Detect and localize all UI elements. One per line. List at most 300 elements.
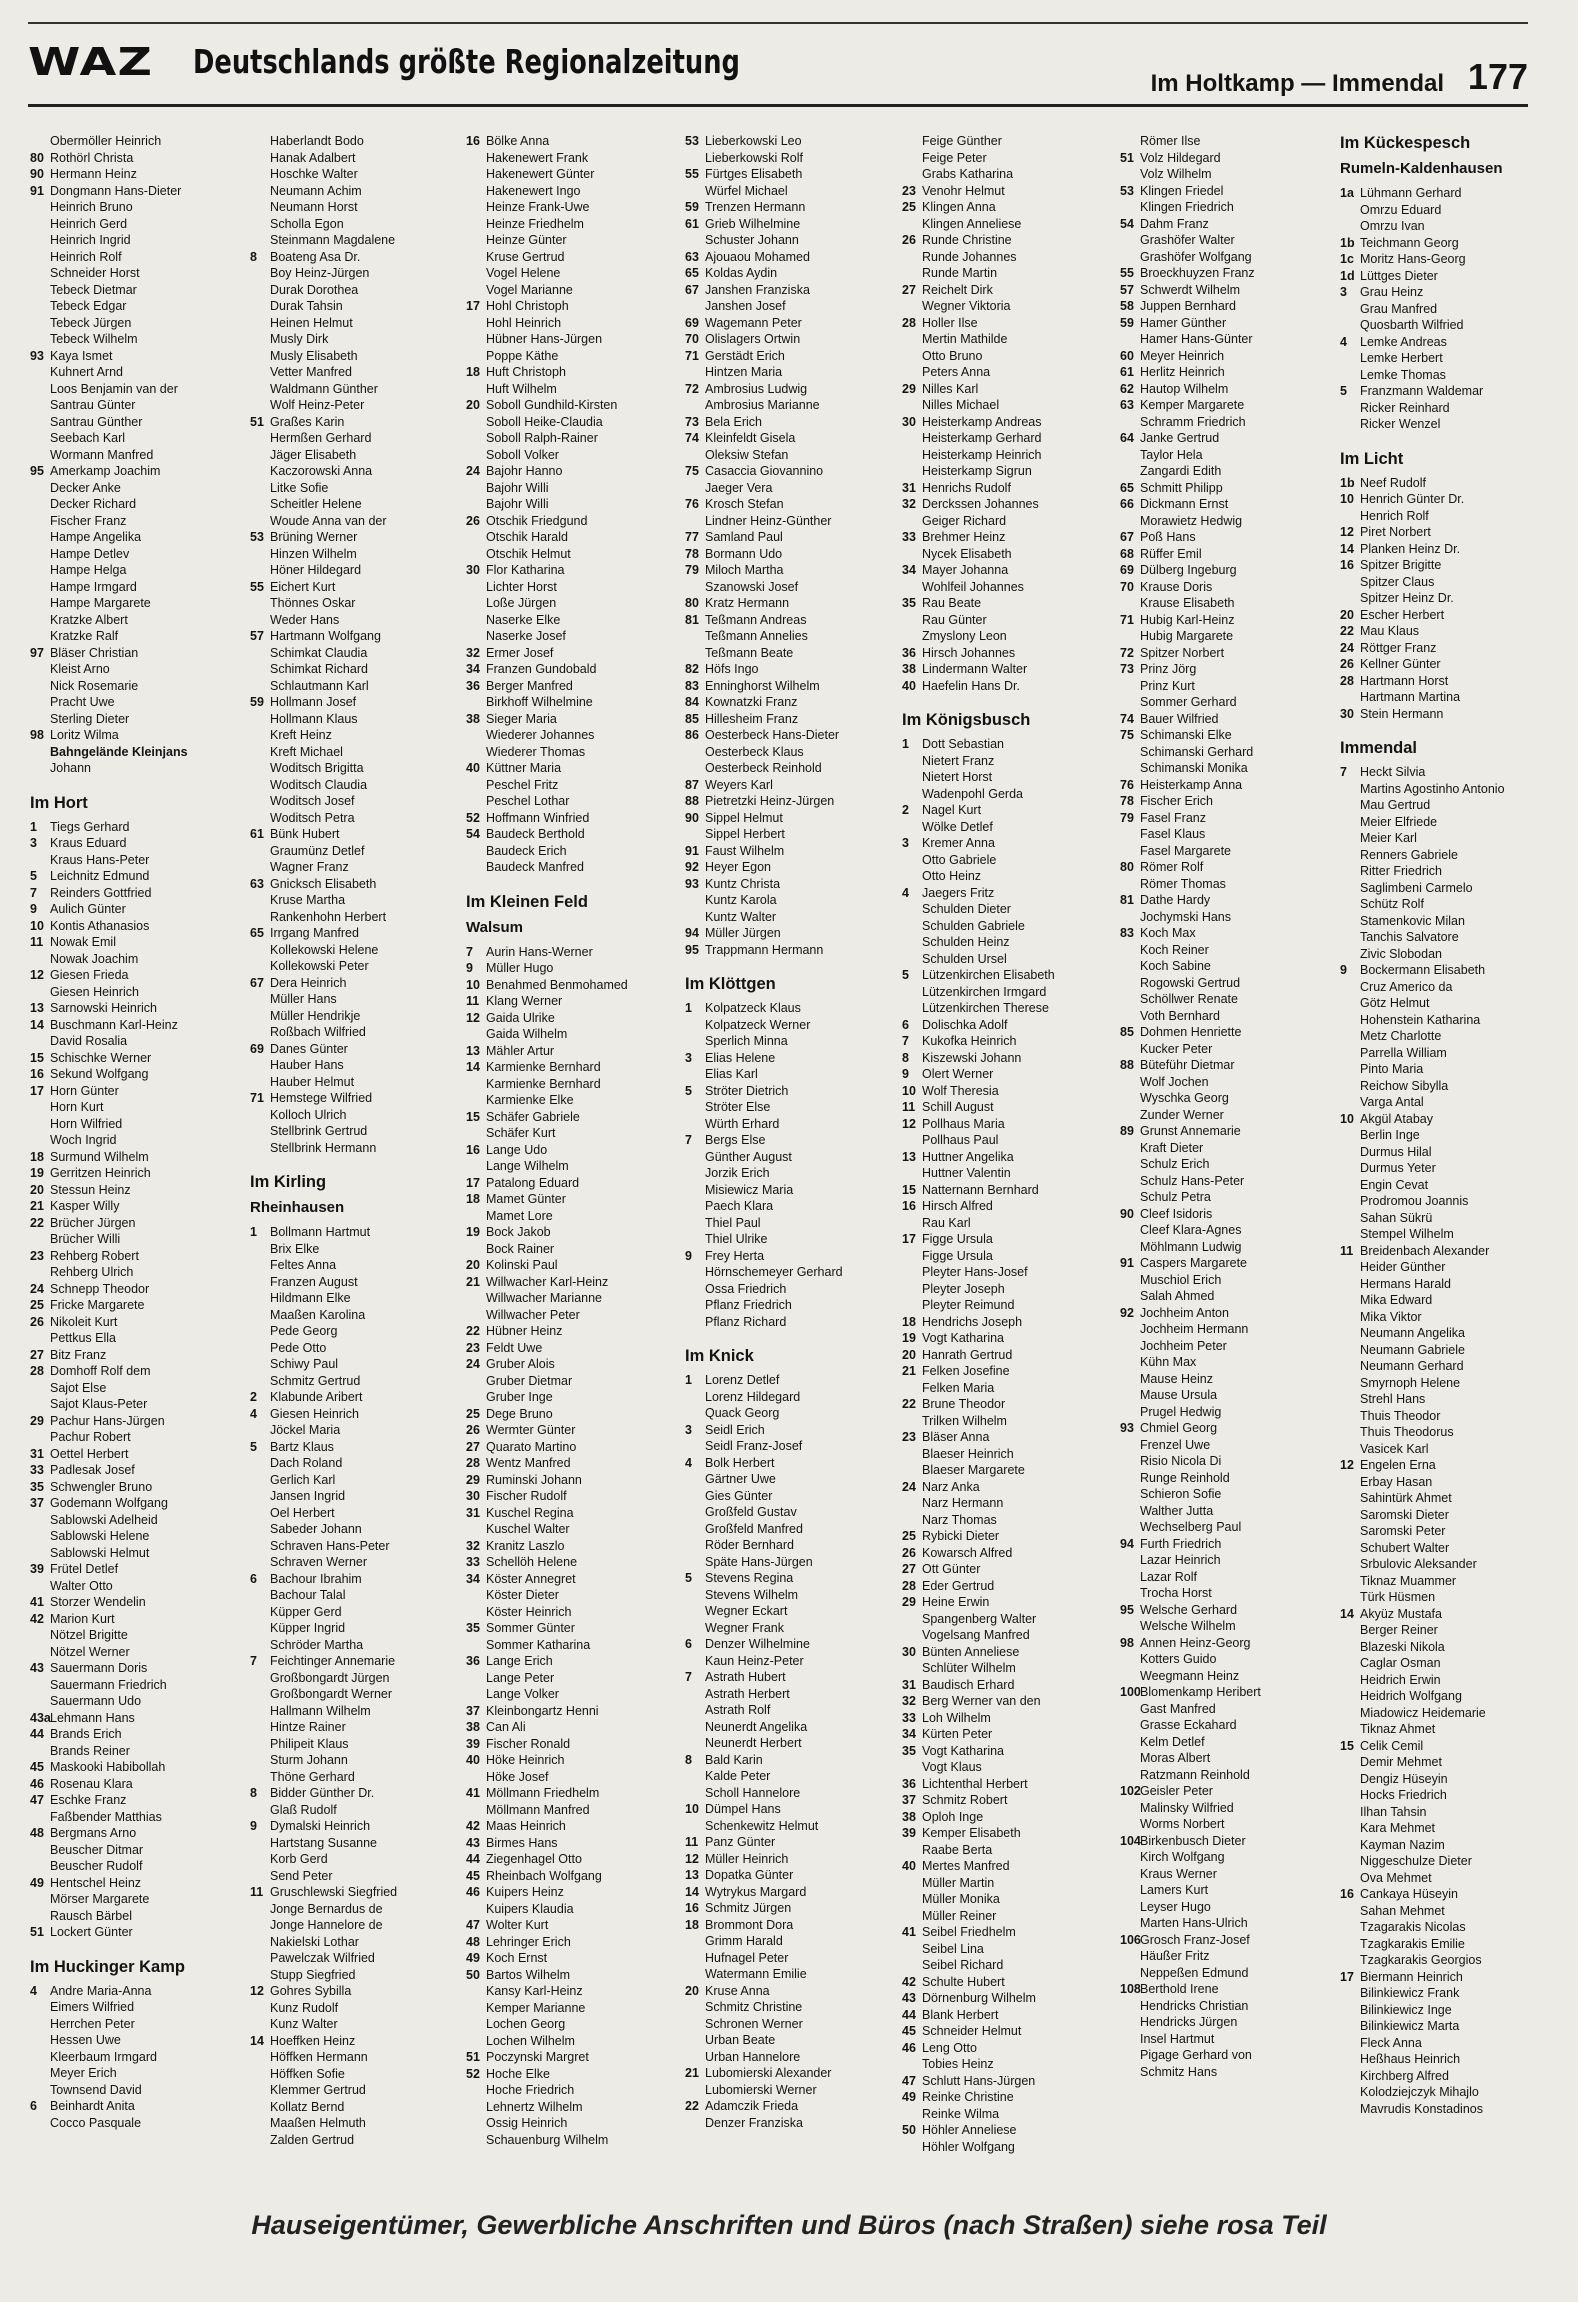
resident-name: Trocha Horst <box>1140 1586 1212 1600</box>
house-number: 61 <box>1120 365 1134 379</box>
house-number: 98 <box>1120 1635 1134 1650</box>
directory-entry <box>30 1033 240 1050</box>
directory-entry <box>1340 1837 1550 1854</box>
directory-entry <box>466 1356 676 1373</box>
directory-entry <box>250 1637 460 1654</box>
directory-entry <box>466 711 676 728</box>
directory-entry <box>1340 400 1550 417</box>
resident-name: Broeckhuyzen Franz <box>1140 266 1255 280</box>
resident-name: Peschel Lothar <box>486 794 570 808</box>
directory-entry <box>685 150 895 167</box>
resident-name: Heinrich Bruno <box>50 200 133 214</box>
house-number: 43a <box>30 1710 51 1725</box>
resident-name: Nikoleit Kurt <box>50 1314 118 1329</box>
directory-entry <box>1340 557 1550 574</box>
resident-name: Marten Hans-Ulrich <box>1140 1916 1248 1930</box>
resident-name: Schill August <box>922 1100 994 1114</box>
resident-name: Moras Albert <box>1140 1751 1211 1765</box>
directory-entry <box>30 1297 240 1314</box>
resident-name: Soboll Ralph-Rainer <box>486 431 598 445</box>
resident-name: Saromski Dieter <box>1360 1507 1449 1522</box>
directory-entry <box>466 678 676 695</box>
resident-name: Kleerbaum Irmgard <box>50 2049 157 2064</box>
directory-entry <box>30 1198 240 1215</box>
resident-name: Stempel Wilhelm <box>1360 1227 1454 1241</box>
directory-entry <box>902 1000 1112 1017</box>
directory-entry <box>1340 1144 1550 1161</box>
resident-name: Gies Günter <box>705 1488 773 1503</box>
house-number: 39 <box>30 1562 44 1576</box>
directory-entry <box>466 628 676 645</box>
directory-entry <box>1340 1342 1550 1359</box>
directory-entry <box>466 414 676 431</box>
resident-name: Rankenhohn Herbert <box>270 909 387 924</box>
house-number: 57 <box>1120 282 1134 297</box>
resident-name: Lange Volker <box>486 1687 559 1701</box>
resident-name: Lehringer Erich <box>486 1934 571 1949</box>
directory-entry <box>902 1429 1112 1446</box>
resident-name: Bolk Herbert <box>705 1455 775 1470</box>
resident-name: Lindermann Walter <box>922 662 1028 676</box>
resident-name: Scheitler Helene <box>270 497 362 511</box>
directory-entry <box>902 934 1112 951</box>
resident-name: Lorenz Hildegard <box>705 1389 801 1404</box>
directory-entry <box>902 513 1112 530</box>
resident-name: Höhler Anneliese <box>922 2123 1017 2137</box>
directory-entry <box>902 1215 1112 1232</box>
resident-name: Neef Rudolf <box>1360 475 1427 490</box>
directory-entry <box>1120 777 1330 794</box>
directory-entry <box>1120 364 1330 381</box>
directory-entry <box>250 1703 460 1720</box>
resident-name: Karmienke Bernhard <box>486 1060 601 1074</box>
house-number: 32 <box>902 1694 916 1708</box>
house-number: 51 <box>30 1925 44 1939</box>
directory-entry <box>30 2082 240 2099</box>
directory-entry <box>466 1637 676 1654</box>
directory-entry <box>902 1776 1112 1793</box>
house-number: 18 <box>466 365 480 379</box>
resident-name: Schulte Hubert <box>922 1974 1005 1989</box>
resident-name: Soboll Heike-Claudia <box>486 414 603 429</box>
directory-entry <box>1340 689 1550 706</box>
house-number: 15 <box>1340 1738 1354 1753</box>
house-number: 7 <box>902 1034 909 1048</box>
directory-entry <box>250 1554 460 1571</box>
directory-entry <box>902 1066 1112 1083</box>
directory-entry <box>902 1660 1112 1677</box>
house-number: 32 <box>466 645 480 660</box>
house-number: 28 <box>902 315 916 330</box>
house-number: 12 <box>1340 1458 1354 1472</box>
directory-entry <box>250 381 460 398</box>
directory-entry <box>466 977 676 994</box>
directory-entry <box>30 1627 240 1644</box>
directory-entry <box>250 1290 460 1307</box>
house-number: 15 <box>466 1109 480 1124</box>
directory-entry <box>30 1578 240 1595</box>
house-number: 15 <box>902 1182 916 1197</box>
directory-entry <box>902 868 1112 885</box>
resident-name: Loh Wilhelm <box>922 1710 991 1725</box>
resident-name: Wadenpohl Gerda <box>922 786 1023 801</box>
resident-name: Samland Paul <box>705 530 783 544</box>
resident-name: Dohmen Henriette <box>1140 1025 1242 1039</box>
directory-entry <box>685 1149 895 1166</box>
directory-entry <box>685 876 895 893</box>
resident-name: Hermans Harald <box>1360 1276 1452 1291</box>
resident-name: Schmitz Jürgen <box>705 1901 792 1915</box>
directory-entry <box>466 826 676 843</box>
directory-entry <box>250 1090 460 1107</box>
directory-entry <box>1340 946 1550 963</box>
directory-entry <box>250 298 460 315</box>
directory-entry <box>466 2115 676 2132</box>
directory-entry <box>466 793 676 810</box>
resident-name: Beuscher Ditmar <box>50 1842 144 1857</box>
resident-name: Lemke Herbert <box>1360 351 1443 365</box>
directory-entry <box>1120 744 1330 761</box>
resident-name: Seebach Karl <box>50 431 126 445</box>
resident-name: Jaeger Vera <box>705 480 773 495</box>
resident-name: Hartstang Susanne <box>270 1835 378 1850</box>
resident-name: Zivic Slobodan <box>1360 946 1442 961</box>
directory-entry <box>250 2082 460 2099</box>
directory-entry <box>250 133 460 150</box>
directory-entry <box>30 546 240 563</box>
resident-name: Birkenbusch Dieter <box>1140 1833 1246 1848</box>
directory-entry <box>466 810 676 827</box>
directory-entry <box>1340 847 1550 864</box>
directory-entry <box>30 1314 240 1331</box>
resident-name: Schöllwer Renate <box>1140 992 1238 1006</box>
directory-entry <box>30 967 240 984</box>
resident-name: Maaßen Helmuth <box>270 2116 366 2130</box>
directory-entry <box>1120 1453 1330 1470</box>
resident-name: Großfeld Manfred <box>705 1521 803 1536</box>
directory-entry <box>466 1010 676 1027</box>
resident-name: Feltes Anna <box>270 1258 337 1272</box>
block-spacer <box>902 694 1112 710</box>
resident-name: Baudeck Berthold <box>486 827 585 841</box>
directory-entry <box>1120 859 1330 876</box>
directory-entry <box>30 661 240 678</box>
resident-name: Klingen Anneliese <box>922 216 1022 231</box>
resident-name: Sabeder Johann <box>270 1522 362 1536</box>
resident-name: Reichelt Dirk <box>922 282 993 297</box>
directory-entry <box>250 348 460 365</box>
house-number: 41 <box>902 1925 916 1939</box>
resident-name: Schramm Friedrich <box>1140 414 1246 429</box>
directory-entry <box>1340 202 1550 219</box>
directory-entry <box>30 1710 240 1727</box>
resident-name: Fischer Franz <box>50 513 127 528</box>
resident-name: Höffken Sofie <box>270 2066 345 2081</box>
house-number: 5 <box>902 968 909 982</box>
directory-entry <box>250 397 460 414</box>
directory-entry <box>30 1413 240 1430</box>
directory-entry <box>250 1686 460 1703</box>
resident-name: Klingen Friedrich <box>1140 200 1234 214</box>
house-number: 9 <box>902 1067 909 1081</box>
directory-entry <box>30 1099 240 1116</box>
resident-name: Cankaya Hüseyin <box>1360 1887 1458 1901</box>
resident-name: Gohres Sybilla <box>270 1984 352 1998</box>
resident-name: Kirchberg Alfred <box>1360 2068 1449 2083</box>
directory-entry <box>1120 1734 1330 1751</box>
house-number: 65 <box>1120 480 1134 495</box>
resident-name: Möllmann Friedhelm <box>486 1786 600 1800</box>
house-number: 8 <box>250 1786 257 1800</box>
resident-name: Cocco Pasquale <box>50 2115 142 2130</box>
resident-name: Lubomierski Alexander <box>705 2066 832 2080</box>
house-number: 88 <box>1120 1058 1134 1072</box>
directory-entry <box>1120 942 1330 959</box>
resident-name: Grunst Annemarie <box>1140 1124 1241 1138</box>
resident-name: Pietretzki Heinz-Jürgen <box>705 794 835 808</box>
directory-entry <box>250 447 460 464</box>
house-number: 45 <box>466 1868 480 1883</box>
directory-entry <box>250 1934 460 1951</box>
resident-name: Kreft Heinz <box>270 728 332 742</box>
house-number: 29 <box>466 1472 480 1487</box>
resident-name: Dera Heinrich <box>270 975 347 990</box>
resident-name: Lühmann Gerhard <box>1360 186 1462 200</box>
directory-entry <box>466 1653 676 1670</box>
directory-entry <box>1340 1012 1550 1029</box>
directory-entry <box>30 1215 240 1232</box>
resident-name: Haefelin Hans Dr. <box>922 678 1020 693</box>
resident-name: Poß Hans <box>1140 530 1196 544</box>
directory-entry <box>902 183 1112 200</box>
directory-entry <box>250 463 460 480</box>
house-number: 92 <box>1120 1305 1134 1320</box>
resident-name: Koch Reiner <box>1140 942 1209 957</box>
directory-entry <box>30 2049 240 2066</box>
directory-entry <box>685 727 895 744</box>
directory-entry <box>902 901 1112 918</box>
directory-entry <box>1340 1325 1550 1342</box>
resident-name: Sturm Johann <box>270 1753 348 1767</box>
resident-name: Watermann Emilie <box>705 1967 807 1981</box>
directory-entry <box>1340 2018 1550 2035</box>
directory-entry <box>685 1066 895 1083</box>
house-number: 75 <box>1120 728 1134 742</box>
resident-name: Hampe Margarete <box>50 596 151 610</box>
house-number: 13 <box>685 1868 699 1882</box>
directory-entry <box>902 1446 1112 1463</box>
house-number: 52 <box>466 810 480 825</box>
house-number: 90 <box>1120 1206 1134 1221</box>
house-number: 31 <box>30 1446 44 1461</box>
directory-entry <box>685 1537 895 1554</box>
house-number: 27 <box>902 282 916 297</box>
resident-name: Kraus Eduard <box>50 836 127 850</box>
resident-name: Seibel Lina <box>922 1941 984 1956</box>
directory-entry <box>1340 1127 1550 1144</box>
resident-name: Pleyter Hans-Josef <box>922 1265 1028 1279</box>
street-heading: Im Kleinen Feld <box>466 892 588 911</box>
directory-entry <box>250 942 460 959</box>
resident-name: Wytrykus Margard <box>705 1884 807 1899</box>
resident-name: Lehmann Hans <box>50 1710 135 1725</box>
resident-name: Kasper Willy <box>50 1199 120 1213</box>
resident-name: Weder Hans <box>270 612 340 627</box>
resident-name: Misiewicz Maria <box>705 1182 794 1197</box>
directory-entry <box>250 678 460 695</box>
block-spacer <box>250 1156 460 1172</box>
resident-name: Pede Otto <box>270 1340 327 1355</box>
directory-entry <box>1340 1358 1550 1375</box>
directory-entry <box>685 1182 895 1199</box>
resident-name: Kuschel Walter <box>486 1522 570 1536</box>
directory-entry <box>902 2139 1112 2156</box>
house-number: 31 <box>466 1505 480 1520</box>
directory-entry <box>685 2065 895 2082</box>
resident-name: Kraus Werner <box>1140 1866 1217 1881</box>
directory-entry <box>902 1875 1112 1892</box>
directory-entry <box>1120 1767 1330 1784</box>
directory-entry <box>1120 925 1330 942</box>
directory-entry <box>1340 1226 1550 1243</box>
house-number: 48 <box>466 1934 480 1949</box>
directory-entry <box>30 1660 240 1677</box>
directory-entry <box>466 1109 676 1126</box>
resident-name: Venohr Helmut <box>922 183 1005 198</box>
directory-entry <box>250 199 460 216</box>
directory-entry <box>250 1439 460 1456</box>
directory-entry <box>1340 1457 1550 1474</box>
directory-entry <box>250 1967 460 1984</box>
resident-name: Kiszewski Johann <box>922 1050 1022 1065</box>
resident-name: Götz Helmut <box>1360 996 1430 1010</box>
house-number: 39 <box>466 1736 480 1751</box>
resident-name: Spitzer Heinz Dr. <box>1360 591 1454 605</box>
house-number: 63 <box>250 876 264 891</box>
house-number: 36 <box>902 645 916 660</box>
directory-entry <box>685 793 895 810</box>
directory-entry <box>685 364 895 381</box>
house-number: 62 <box>1120 381 1134 396</box>
directory-entry <box>30 1528 240 1545</box>
resident-name: Soboll Volker <box>486 447 559 462</box>
directory-entry <box>466 1092 676 1109</box>
resident-name: Hörnschemeyer Gerhard <box>705 1265 843 1279</box>
house-number: 26 <box>30 1314 44 1329</box>
resident-name: Tebeck Wilhelm <box>50 332 138 346</box>
directory-entry <box>250 1604 460 1621</box>
house-number: 7 <box>685 1670 692 1684</box>
house-number: 69 <box>250 1041 264 1056</box>
resident-name: Metz Charlotte <box>1360 1029 1442 1043</box>
house-number: 32 <box>902 497 916 511</box>
resident-name: Hoeffken Heinz <box>270 2033 356 2048</box>
resident-name: Zangardi Edith <box>1140 464 1222 478</box>
resident-name: Horn Günter <box>50 1083 119 1098</box>
directory-entry <box>685 232 895 249</box>
resident-name: Leyser Hugo <box>1140 1899 1211 1914</box>
column-5 <box>902 133 1112 2155</box>
resident-name: Huft Christoph <box>486 365 566 379</box>
directory-entry <box>30 1644 240 1661</box>
directory-entry <box>250 496 460 513</box>
directory-entry <box>466 1439 676 1456</box>
directory-entry <box>902 562 1112 579</box>
directory-entry <box>30 249 240 266</box>
resident-name: Biermann Heinrich <box>1360 1969 1463 1984</box>
house-number: 68 <box>1120 546 1134 561</box>
resident-name: Schischke Werner <box>50 1050 152 1065</box>
directory-entry <box>1120 1651 1330 1668</box>
directory-entry <box>685 216 895 233</box>
house-number: 10 <box>685 1802 699 1816</box>
resident-name: Saromski Peter <box>1360 1524 1446 1538</box>
resident-name: Hendricks Jürgen <box>1140 2015 1238 2029</box>
resident-name: Scholl Hannelore <box>705 1785 801 1800</box>
resident-name: Ossa Friedrich <box>705 1281 787 1296</box>
resident-name: Küttner Maria <box>486 761 562 775</box>
resident-name: Küpper Ingrid <box>270 1621 346 1635</box>
house-number: 47 <box>466 1918 480 1932</box>
resident-name: Kleist Arno <box>50 662 110 676</box>
resident-name: Faßbender Matthias <box>50 1809 162 1824</box>
resident-name: Decker Anke <box>50 480 121 495</box>
resident-name: Janke Gertrud <box>1140 431 1220 445</box>
directory-entry <box>30 1116 240 1133</box>
directory-entry <box>466 1191 676 1208</box>
directory-entry <box>902 1149 1112 1166</box>
house-number: 9 <box>466 961 473 975</box>
directory-entry <box>250 364 460 381</box>
resident-name: Hauber Hans <box>270 1058 344 1072</box>
resident-name: Rehberg Robert <box>50 1248 139 1263</box>
house-number: 81 <box>1120 893 1134 907</box>
resident-name: Engelen Erna <box>1360 1458 1436 1472</box>
directory-entry <box>466 1158 676 1175</box>
directory-entry <box>466 1868 676 1885</box>
directory-entry <box>685 133 895 150</box>
resident-name: Teßmann Beate <box>705 645 794 660</box>
resident-name: Nilles Michael <box>922 398 1000 412</box>
directory-entry <box>685 2016 895 2033</box>
resident-name: Voth Bernhard <box>1140 1008 1220 1023</box>
resident-name: Lange Wilhelm <box>486 1159 569 1173</box>
resident-name: Hillesheim Franz <box>705 711 799 726</box>
directory-entry <box>685 1653 895 1670</box>
directory-entry <box>1340 1259 1550 1276</box>
house-number: 19 <box>466 1225 480 1239</box>
directory-entry <box>902 1710 1112 1727</box>
house-number: 29 <box>902 381 916 396</box>
directory-entry <box>685 1116 895 1133</box>
resident-name: Erbay Hasan <box>1360 1474 1433 1489</box>
directory-entry <box>30 1396 240 1413</box>
resident-name: Vogel Helene <box>486 266 561 280</box>
directory-entry <box>1340 1969 1550 1986</box>
resident-name: Bock Rainer <box>486 1241 555 1256</box>
house-number: 45 <box>30 1760 44 1774</box>
resident-name: Kemper Elisabeth <box>922 1826 1021 1840</box>
resident-name: Geiger Richard <box>922 513 1007 528</box>
directory-entry <box>30 414 240 431</box>
resident-name: Ambrosius Ludwig <box>705 381 808 396</box>
directory-entry <box>1340 2035 1550 2052</box>
house-number: 17 <box>466 299 480 313</box>
resident-name: Trenzen Hermann <box>705 200 806 214</box>
directory-entry <box>902 1578 1112 1595</box>
directory-entry <box>250 1422 460 1439</box>
directory-entry <box>1340 1672 1550 1689</box>
